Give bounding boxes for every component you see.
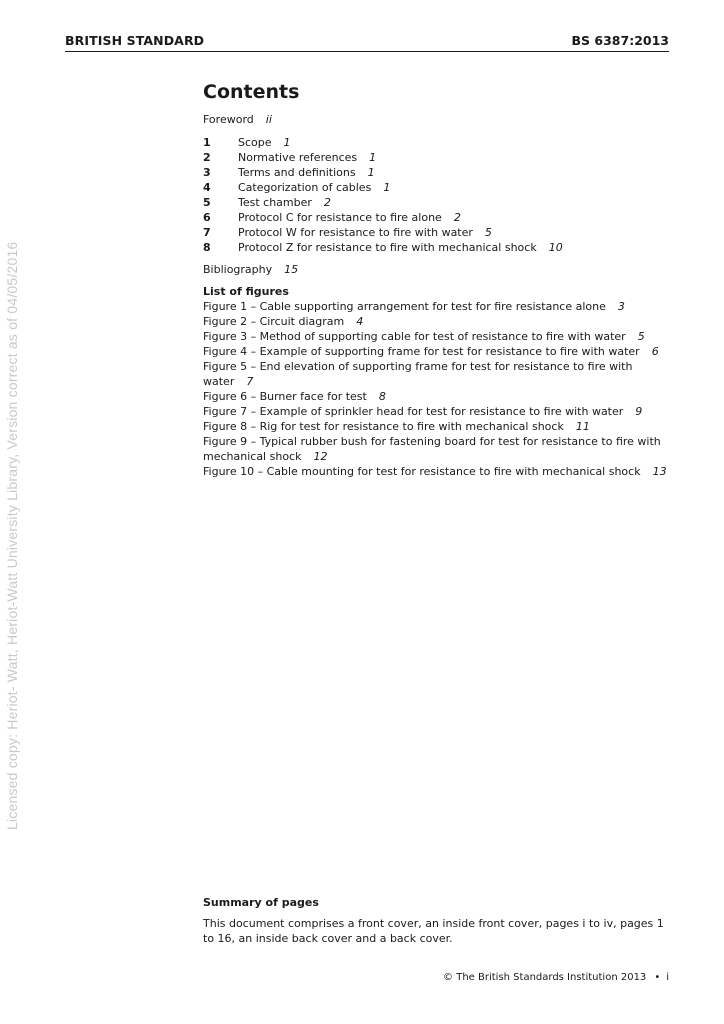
clause-number: 8 [203,241,211,254]
summary-heading: Summary of pages [203,896,319,909]
toc-entry-clause[interactable] [203,165,673,180]
clause-number: 1 [203,136,211,149]
toc-entry-figure[interactable] [203,314,673,329]
toc-page-number: 1 [383,181,391,194]
clause-number: 7 [203,226,211,239]
bullet-separator: • [654,972,661,983]
figure-caption: Figure 5 – End elevation of supporting frame for test for resistance to fire with water [203,360,633,388]
figure-caption: Figure 10 – Cable mounting for test for resistance to fire with mechanical shock [203,465,641,478]
toc-page-number: 2 [323,196,331,209]
summary-of-pages [203,895,673,946]
figure-caption: Figure 2 – Circuit diagram [203,315,345,328]
toc-entry-label: Foreword [203,113,254,126]
toc-page-number: 5 [484,226,492,239]
clause-title: Protocol C for resistance to fire alone [238,211,442,224]
page-footer [443,972,669,983]
standard-number: BS 6387:2013 [571,33,669,48]
toc-page-number: 8 [378,390,386,403]
clause-number: 2 [203,151,211,164]
toc-entry-bibliography[interactable] [203,262,673,277]
toc-page-number: 5 [637,330,645,343]
toc-page-number: 3 [617,300,625,313]
clause-number: 5 [203,196,211,209]
toc-page-number: ii [265,113,272,126]
toc-entry-figure[interactable] [203,329,673,344]
toc-entry-clause[interactable] [203,150,673,165]
toc-page-number: 10 [548,241,563,254]
license-watermark: Licensed copy: Heriot- Watt, Heriot-Watt University Library, Version correct as of 04/05/2016 [4,241,20,830]
list-of-figures-heading: List of figures [203,285,289,298]
running-header [65,33,669,52]
toc-page-number: 1 [283,136,291,149]
toc-page-number: 4 [356,315,364,328]
toc-entry-figure[interactable] [203,344,673,359]
figure-caption: Figure 9 – Typical rubber bush for fastening board for test for resistance to fire with mechanical shock [203,435,661,463]
figure-caption: Figure 4 – Example of supporting frame for test for resistance to fire with water [203,345,640,358]
toc-entry-clause[interactable] [203,135,673,150]
toc-page-number: 1 [369,151,377,164]
toc-page-number: 15 [284,263,299,276]
clause-title: Test chamber [238,196,312,209]
toc-page-number: 6 [651,345,659,358]
clause-title: Protocol W for resistance to fire with water [238,226,473,239]
figure-caption: Figure 6 – Burner face for test [203,390,367,403]
toc-entry-figure[interactable] [203,359,673,389]
toc-entry-figure[interactable] [203,404,673,419]
figure-caption: Figure 1 – Cable supporting arrangement for test for fire resistance alone [203,300,606,313]
toc-entry-figure[interactable] [203,434,673,464]
figure-caption: Figure 7 – Example of sprinkler head for test for resistance to fire with water [203,405,624,418]
page-number: i [666,972,669,983]
toc-page-number: 9 [635,405,643,418]
toc-entry-figure[interactable] [203,464,673,479]
clause-title: Terms and definitions [238,166,356,179]
page-title: Contents [203,81,300,103]
list-of-figures [203,284,673,479]
toc-page-number: 1 [367,166,375,179]
clause-title: Categorization of cables [238,181,372,194]
figure-caption: Figure 8 – Rig for test for resistance to fire with mechanical shock [203,420,564,433]
clause-list [203,135,673,255]
clause-number: 6 [203,211,211,224]
toc-entry-figure[interactable] [203,389,673,404]
clause-title: Scope [238,136,272,149]
toc-entry-label: Bibliography [203,263,273,276]
header-left-label: BRITISH STANDARD [65,33,205,48]
clause-title: Protocol Z for resistance to fire with mechanical shock [238,241,537,254]
toc-entry-clause[interactable] [203,240,673,255]
toc-page-number: 7 [246,375,254,388]
figure-caption: Figure 3 – Method of supporting cable for test of resistance to fire with water [203,330,626,343]
toc-page-number: 12 [313,450,328,463]
toc-page-number: 11 [575,420,590,433]
contents-section [203,80,673,479]
toc-entry-clause[interactable] [203,195,673,210]
summary-text: This document comprises a front cover, an inside front cover, pages i to iv, pages 1 to 16, an inside back cover and a back cover. [203,917,664,945]
toc-entry-foreword[interactable] [203,112,673,127]
toc-entry-figure[interactable] [203,299,673,314]
toc-entry-clause[interactable] [203,225,673,240]
copyright-notice: © The British Standards Institution 2013 [443,972,647,983]
toc-page-number: 2 [453,211,461,224]
clause-number: 3 [203,166,211,179]
clause-title: Normative references [238,151,358,164]
toc-entry-clause[interactable] [203,180,673,195]
clause-number: 4 [203,181,211,194]
toc-page-number: 13 [652,465,667,478]
toc-entry-clause[interactable] [203,210,673,225]
toc-entry-figure[interactable] [203,419,673,434]
